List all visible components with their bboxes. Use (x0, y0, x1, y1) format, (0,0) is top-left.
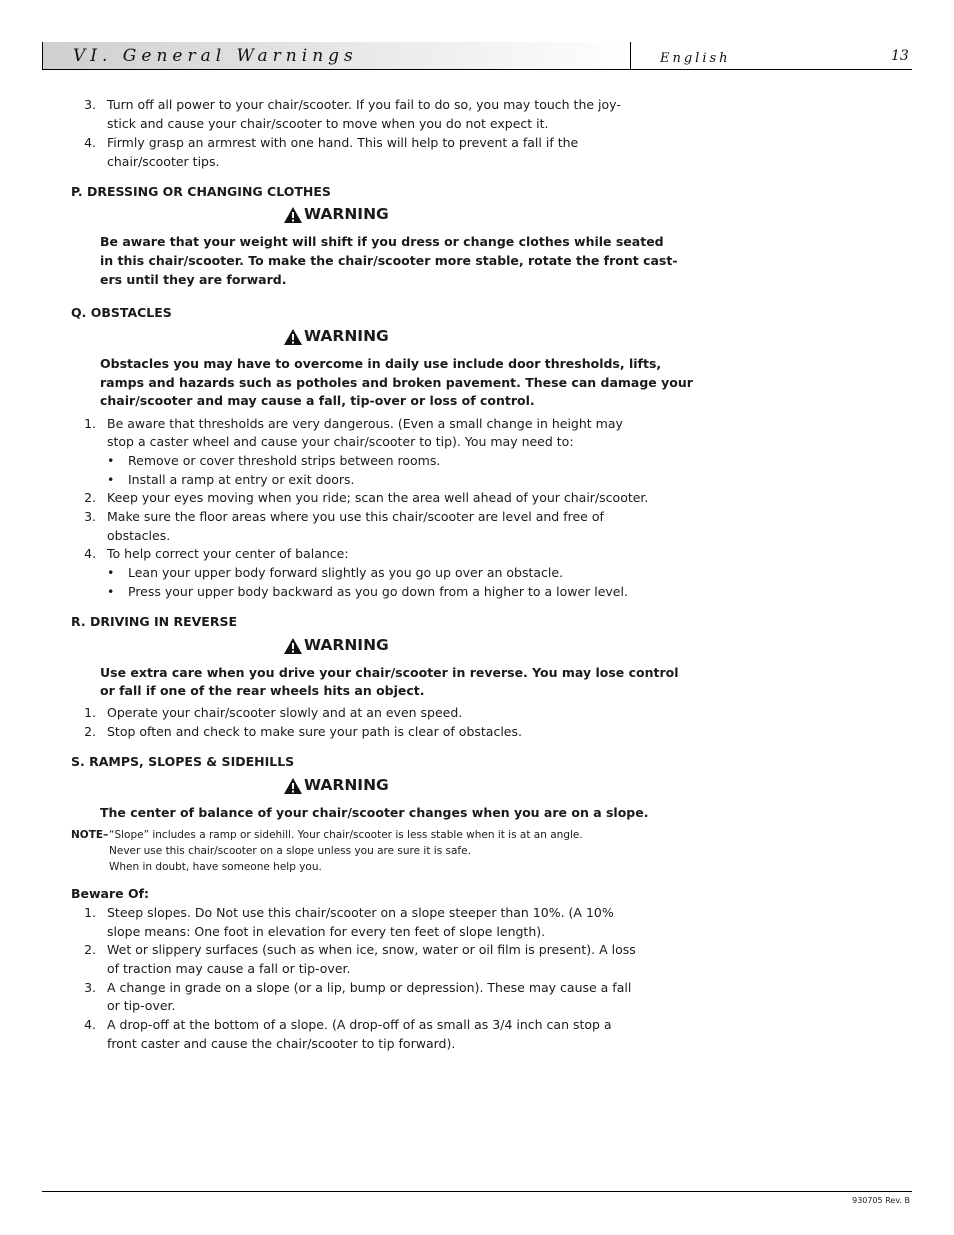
bullet-item-text: Lean your upper body forward slightly as you go up over an obstacle. (128, 565, 564, 580)
list-item-text: stick and cause your chair/scooter to move when you do not expect it. (107, 116, 549, 131)
list-number: 3. (84, 980, 96, 995)
page-title: VI. General Warnings (73, 46, 358, 66)
note-text: Never use this chair/scooter on a slope unless you are sure it is safe. (109, 845, 471, 857)
warning-triangle-icon (284, 207, 302, 223)
warning-text: chair/scooter and may cause a fall, tip-over or loss of control. (100, 393, 535, 408)
warning-text: ramps and hazards such as potholes and broken pavement. These can damage your (100, 375, 693, 390)
warning-label: WARNING (304, 636, 389, 654)
bullet-item-text: Install a ramp at entry or exit doors. (128, 472, 355, 487)
list-item-text: To help correct your center of balance: (107, 546, 349, 561)
list-item-text: Keep your eyes moving when you ride; scan the area well ahead of your chair/scooter. (107, 490, 649, 505)
warning-heading (284, 327, 389, 346)
list-item-text: front caster and cause the chair/scooter to tip forward). (107, 1036, 456, 1051)
warning-label: WARNING (304, 776, 389, 794)
list-item-text: Be aware that thresholds are very dangerous. (Even a small change in height may (107, 416, 623, 431)
warning-text: in this chair/scooter. To make the chair/scooter more stable, rotate the front cast- (100, 253, 678, 268)
list-item-text: Steep slopes. Do Not use this chair/scooter on a slope steeper than 10%. (A 10% (107, 905, 614, 920)
list-number: 4. (84, 546, 96, 561)
list-item-text: Turn off all power to your chair/scooter. If you fail to do so, you may touch the joy- (107, 97, 621, 112)
bullet-item-text: Remove or cover threshold strips between rooms. (128, 453, 441, 468)
list-item-text: Wet or slippery surfaces (such as when ice, snow, water or oil film is present). A loss (107, 942, 636, 957)
warning-heading (284, 636, 389, 655)
list-item-text: chair/scooter tips. (107, 154, 220, 169)
list-item-text: Make sure the floor areas where you use this chair/scooter are level and free of (107, 509, 604, 524)
warning-label: WARNING (304, 205, 389, 223)
list-item-text: A change in grade on a slope (or a lip, bump or depression). These may cause a fall (107, 980, 632, 995)
list-number: 1. (84, 905, 96, 920)
bullet-icon: • (107, 565, 115, 580)
list-number: 1. (84, 705, 96, 720)
language-label: English (660, 51, 731, 66)
list-item-text: A drop-off at the bottom of a slope. (A drop-off of as small as 3/4 inch can stop a (107, 1017, 612, 1032)
section-heading-dressing: P. DRESSING OR CHANGING CLOTHES (71, 184, 331, 199)
warning-text: or fall if one of the rear wheels hits an object. (100, 683, 425, 698)
list-number: 4. (84, 1017, 96, 1032)
list-item-text: or tip-over. (107, 998, 176, 1013)
page-number: 13 (891, 48, 909, 64)
warning-label: WARNING (304, 327, 389, 345)
bullet-icon: • (107, 584, 115, 599)
list-item-text: Stop often and check to make sure your path is clear of obstacles. (107, 724, 522, 739)
list-number: 4. (84, 135, 96, 150)
warning-text: Use extra care when you drive your chair/scooter in reverse. You may lose control (100, 665, 679, 680)
warning-heading (284, 205, 389, 224)
bullet-icon: • (107, 472, 115, 487)
bullet-icon: • (107, 453, 115, 468)
section-heading-ramps: S. RAMPS, SLOPES & SIDEHILLS (71, 754, 295, 769)
note-label: NOTE– (71, 829, 109, 841)
list-number: 3. (84, 509, 96, 524)
section-heading-obstacles: Q. OBSTACLES (71, 305, 172, 320)
warning-text: ers until they are forward. (100, 272, 287, 287)
warning-text: Be aware that your weight will shift if you dress or change clothes while seated (100, 234, 664, 249)
list-number: 3. (84, 97, 96, 112)
beware-label: Beware Of: (71, 886, 150, 901)
list-number: 2. (84, 942, 96, 957)
warning-triangle-icon (284, 778, 302, 794)
note-text: When in doubt, have someone help you. (109, 861, 322, 873)
note-text: “Slope” includes a ramp or sidehill. Your chair/scooter is less stable when it is at an angle. (109, 829, 583, 841)
list-item-text: stop a caster wheel and cause your chair/scooter to tip). You may need to: (107, 434, 574, 449)
list-number: 1. (84, 416, 96, 431)
warning-triangle-icon (284, 329, 302, 345)
list-item-text: of traction may cause a fall or tip-over. (107, 961, 351, 976)
warning-text: Obstacles you may have to overcome in daily use include door thresholds, lifts, (100, 356, 662, 371)
document-code: 930705 Rev. B (852, 1196, 910, 1205)
warning-triangle-icon (284, 638, 302, 654)
warning-text: The center of balance of your chair/scooter changes when you are on a slope. (100, 805, 649, 820)
footer-rule (42, 1191, 912, 1192)
header-left-rule (42, 42, 43, 70)
list-number: 2. (84, 724, 96, 739)
header-bottom-rule (42, 69, 912, 70)
list-item-text: obstacles. (107, 528, 171, 543)
bullet-item-text: Press your upper body backward as you go down from a higher to a lower level. (128, 584, 628, 599)
header-separator (630, 42, 631, 70)
list-item-text: Operate your chair/scooter slowly and at an even speed. (107, 705, 463, 720)
list-item-text: Firmly grasp an armrest with one hand. This will help to prevent a fall if the (107, 135, 579, 150)
list-item-text: slope means: One foot in elevation for every ten feet of slope length). (107, 924, 546, 939)
section-heading-reverse: R. DRIVING IN REVERSE (71, 614, 238, 629)
warning-heading (284, 776, 389, 795)
list-number: 2. (84, 490, 96, 505)
